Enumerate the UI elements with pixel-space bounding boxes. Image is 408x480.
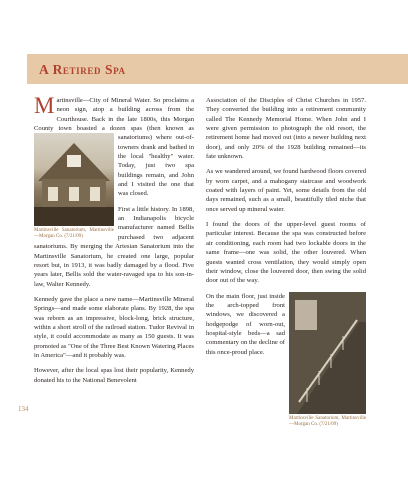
paragraph: Kennedy gave the place a new name—Martinsville Mineral Springs—and made some elaborate plans. By 1928, the spa was reborn as an impressive, block-long, brick structure, within a short stroll of the railroad station. Tudor Revival in style, it could accommodate as many as 150 guests. It was promoted as "One of the Three Best Known Watering Places in America"—and it probably was.	[34, 295, 194, 359]
paragraph	[34, 93, 194, 240]
right-column	[206, 96, 366, 429]
paragraph: Association of the Disciples of Christ Churches in 1957. They converted the building into a retirement community called The Kennedy Memorial Home. When John and I were given permission to photograph the old resort, the retirement home had moved out (into a newer building next door), and only 20% of the 1928 building remained—its fate unknown.	[206, 97, 366, 161]
paragraph-text: On the main floor, just inside the arch-topped front windows, we discovered a hodgepodge of worn-out, hospital-style beds—a sad commentary on the decline of this once-proud place.	[206, 292, 285, 356]
paragraph: However, after the local spas lost their popularity, Kennedy donated his to the National Benevolent	[34, 367, 194, 384]
paragraph	[206, 292, 366, 427]
building-illustration	[34, 133, 114, 226]
paragraph: First a little history. In 1898, an Indianapolis bicycle manufacturer named Bellis purchased two adjacent sanatoriums. By merging the Artesian Sanatorium into the Martinsville Sanatorium, he created one large, popular resort but, in 1913, it was badly damaged by a flood. Five years later, Bellis sold the water-ravaged spa to his son-in-law, Walter Kennedy.	[34, 205, 194, 288]
left-column	[34, 93, 194, 391]
paragraph-text: artinsville—City of Mineral Water. So proclaims a neon sign, atop a building across from the Courthouse. Back in the late 1800s, this Morgan County town boasted a dozen	[34, 97, 194, 133]
drop-cap: M	[34, 93, 55, 118]
paragraph: I found the doors of the upper-level guest rooms of particular interest. Because the spa was constructed before air conditioning, each room had two lockable doors in the same frame—one was solid, the other louvered. When guests wanted cross ventilation, they would simply open their window, close the louvered door, then swing the solid door out of the way.	[206, 221, 366, 285]
page-title: A Retired Spa	[39, 62, 126, 77]
staircase-photo	[289, 292, 366, 414]
photo-caption: Martinsville Sanatorium, Martinsville—Morgan Co. (7/21/09)	[34, 228, 114, 240]
sanatorium-exterior-photo	[34, 133, 114, 226]
page-number: 134	[18, 405, 29, 413]
staircase-illustration	[289, 292, 366, 414]
paragraph-text: spas (then known as sanatoriums) where out-of-towners drank and bathed in the local "healthy" water. Today, just two spa buildings remain, and John and I visited the one that was closed.	[118, 125, 194, 198]
photo-figure-exterior	[34, 133, 114, 241]
photo-figure-staircase	[289, 292, 366, 429]
photo-caption: Martinsville Sanatorium, Martinsville—Morgan Co. (7/21/09)	[289, 415, 366, 427]
paragraph: As we wandered around, we found hardwood floors covered by worn carpet, and a mahogany staircase and woodwork coated with layers of paint. Yet, some details from the old days remained, such as a small, beautifully tiled niche that once served up mineral water.	[206, 168, 366, 213]
